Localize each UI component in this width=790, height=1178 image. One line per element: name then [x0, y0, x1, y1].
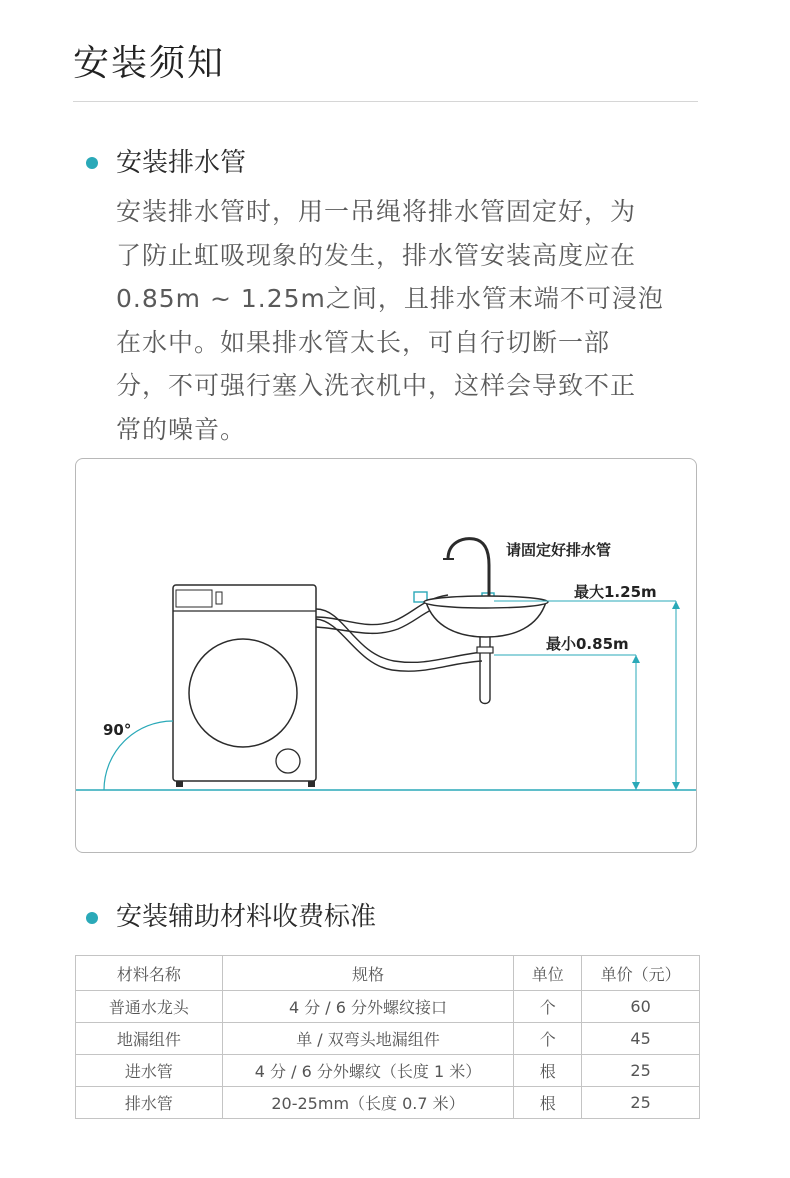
installation-diagram	[75, 458, 697, 853]
price-cell: 45	[582, 1023, 700, 1055]
table-row	[76, 991, 700, 1023]
min-height-label: 最小0.85m	[546, 635, 629, 653]
sink-drain-bend	[480, 699, 490, 704]
max-height-label: 最大1.25m	[574, 583, 657, 601]
drawer-handle	[216, 592, 222, 604]
sink-rim	[424, 596, 548, 608]
arrow-head	[632, 782, 640, 790]
spec-cell: 单 / 双弯头地漏组件	[222, 1023, 514, 1055]
filter-cover	[276, 749, 300, 773]
column-header: 材料名称	[76, 956, 223, 991]
spec-cell: 4 分 / 6 分外螺纹（长度 1 米）	[222, 1055, 514, 1087]
drain-pipe-instructions	[116, 190, 701, 451]
price-cell: 60	[582, 991, 700, 1023]
pipe-clamp	[477, 647, 493, 653]
paragraph-line: 常的噪音。	[116, 414, 247, 444]
arrow-head	[632, 655, 640, 663]
spec-cell: 20-25mm（长度 0.7 米）	[222, 1087, 514, 1119]
column-header: 单价（元）	[582, 956, 700, 991]
column-header: 规格	[222, 956, 514, 991]
detergent-drawer	[176, 590, 212, 607]
paragraph-line: 安装排水管时，用一吊绳将排水管固定好，为	[116, 197, 637, 226]
column-header: 单位	[514, 956, 582, 991]
paragraph-line: 分，不可强行塞入洗衣机中，这样会导致不正	[116, 371, 637, 400]
paragraph-line: 了防止虹吸现象的发生，排水管安装高度应在	[116, 240, 637, 270]
arrow-head	[672, 782, 680, 790]
material-name-cell: 普通水龙头	[76, 991, 223, 1023]
section-heading-fees: 安装辅助材料收费标准	[116, 902, 377, 932]
arrow-head	[672, 601, 680, 609]
fee-table	[75, 955, 700, 1119]
unit-cell: 个	[514, 1023, 582, 1055]
material-name-cell: 进水管	[76, 1055, 223, 1087]
price-cell: 25	[582, 1055, 700, 1087]
fix-drain-pipe-note: 请固定好排水管	[506, 541, 612, 559]
spec-cell: 4 分 / 6 分外螺纹接口	[222, 991, 514, 1023]
washer-foot-right	[308, 781, 315, 787]
angle-label: 90°	[103, 721, 132, 739]
unit-cell: 个	[514, 991, 582, 1023]
unit-cell: 根	[514, 1055, 582, 1087]
table-header-row	[76, 956, 700, 991]
table-row	[76, 1023, 700, 1055]
bullet-dot	[86, 157, 98, 169]
material-name-cell: 排水管	[76, 1087, 223, 1119]
installation-illustration	[76, 459, 697, 853]
sink-drain-pipe	[480, 637, 490, 699]
faucet	[448, 539, 489, 599]
section-heading-drain-pipe: 安装排水管	[116, 148, 247, 178]
table-row	[76, 1087, 700, 1119]
title-divider	[73, 101, 698, 102]
table-row	[76, 1055, 700, 1087]
price-cell: 25	[582, 1087, 700, 1119]
unit-cell: 根	[514, 1087, 582, 1119]
material-name-cell: 地漏组件	[76, 1023, 223, 1055]
bullet-dot	[86, 912, 98, 924]
paragraph-line: 在水中。如果排水管太长，可自行切断一部	[116, 327, 611, 357]
page-title: 安装须知	[73, 43, 226, 84]
washer-door	[189, 639, 297, 747]
washer-foot-left	[176, 781, 183, 787]
paragraph-line: 0.85m ~ 1.25m之间，且排水管末端不可浸泡	[116, 284, 664, 313]
